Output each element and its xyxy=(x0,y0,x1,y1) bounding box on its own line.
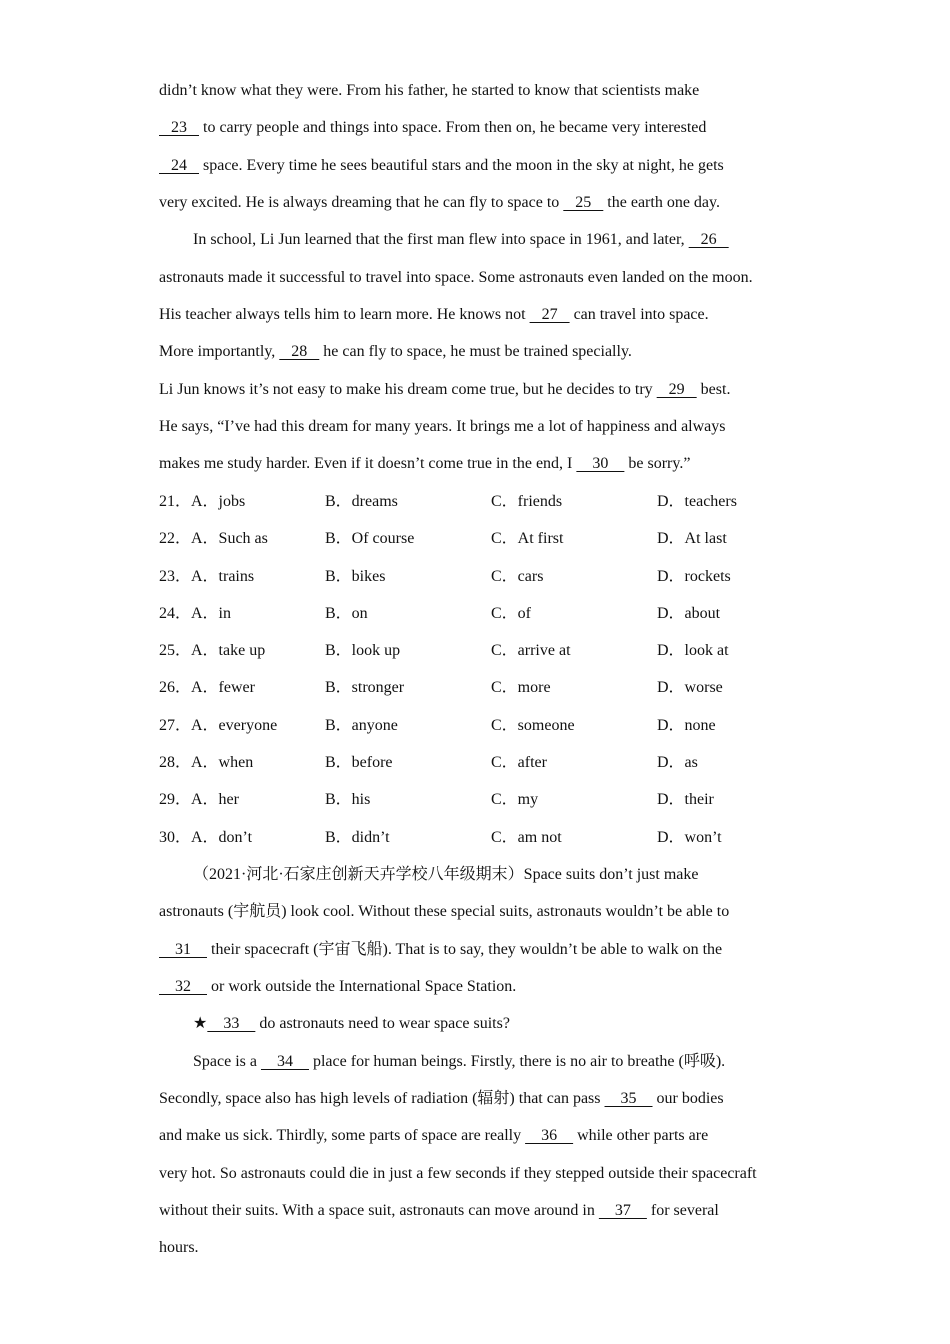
passage1-line9 xyxy=(159,380,730,400)
passage1-line8 xyxy=(159,342,632,362)
passage2-text: hours. xyxy=(159,1239,199,1256)
question-28-options xyxy=(159,753,779,773)
blank-33: 33 xyxy=(207,1015,256,1032)
option-b: B．dreams xyxy=(325,493,398,510)
option-c: C．friends xyxy=(491,493,563,510)
passage2-text: astronauts (宇航员) look cool. Without these special suits, astronauts wouldn’t be able to xyxy=(159,903,730,920)
option-d: D．rockets xyxy=(657,568,731,585)
question-number: 25． xyxy=(159,642,192,659)
question-21-options xyxy=(159,492,779,512)
blank-28: 28 xyxy=(279,343,320,360)
passage2-line2 xyxy=(159,902,729,922)
passage2-text: Space is a xyxy=(193,1053,261,1070)
blank-23: 23 xyxy=(159,119,199,136)
passage2-line7 xyxy=(159,1089,724,1109)
passage2-text: Secondly, space also has high levels of radiation (辐射) that can pass xyxy=(159,1090,605,1107)
passage1-text: didn’t know what they were. From his father, he started to know that scientists make xyxy=(159,82,700,99)
question-27-options xyxy=(159,716,779,736)
passage2-line10 xyxy=(159,1201,719,1221)
passage1-text: the earth one day. xyxy=(603,194,720,211)
option-c: C．cars xyxy=(491,568,544,585)
blank-30: 30 xyxy=(576,455,625,472)
blank-32: 32 xyxy=(159,978,207,995)
passage1-text: he can fly to space, he must be trained specially. xyxy=(319,343,632,360)
passage2-line1 xyxy=(193,865,698,885)
option-b: B．Of course xyxy=(325,530,415,547)
option-a: A．take up xyxy=(191,642,266,659)
source-label: （2021·河北·石家庄创新天卉学校八年级期末） xyxy=(193,866,524,883)
question-number: 27． xyxy=(159,717,192,734)
option-b: B．look up xyxy=(325,642,401,659)
star-icon: ★ xyxy=(193,1015,208,1032)
question-number: 24． xyxy=(159,605,192,622)
passage1-text: astronauts made it successful to travel into space. Some astronauts even landed on the moon. xyxy=(159,269,753,286)
option-d: D．At last xyxy=(657,530,727,547)
passage1-text: Li Jun knows it’s not easy to make his dream come true, but he decides to try xyxy=(159,381,657,398)
passage1-line1 xyxy=(159,81,699,101)
option-a: A．don’t xyxy=(191,829,253,846)
passage2-text: do astronauts need to wear space suits? xyxy=(255,1015,510,1032)
question-number: 28． xyxy=(159,754,192,771)
option-c: C．more xyxy=(491,679,551,696)
passage2-text: place for human beings. Firstly, there is no air to breathe (呼吸). xyxy=(308,1053,726,1070)
option-a: A．trains xyxy=(191,568,255,585)
option-d: D．teachers xyxy=(657,493,737,510)
passage2-line8 xyxy=(159,1126,708,1146)
passage1-line3 xyxy=(159,156,724,176)
passage2-text: or work outside the International Space Station. xyxy=(207,978,517,995)
passage2-line3 xyxy=(159,940,722,960)
passage2-line6 xyxy=(193,1052,725,1072)
option-d: D．their xyxy=(657,791,714,808)
option-c: C．my xyxy=(491,791,539,808)
passage2-line11 xyxy=(159,1238,199,1258)
passage2-text: our bodies xyxy=(652,1090,724,1107)
option-a: A．fewer xyxy=(191,679,255,696)
passage2-text: while other parts are xyxy=(573,1127,709,1144)
blank-25: 25 xyxy=(563,194,604,211)
question-25-options xyxy=(159,641,779,661)
question-number: 30． xyxy=(159,829,192,846)
option-c: C．At first xyxy=(491,530,564,547)
blank-35: 35 xyxy=(604,1090,653,1107)
passage1-line2 xyxy=(159,118,706,138)
question-number: 22． xyxy=(159,530,192,547)
passage2-line5 xyxy=(193,1014,510,1034)
question-number: 23． xyxy=(159,568,192,585)
blank-27: 27 xyxy=(529,306,570,323)
option-a: A．Such as xyxy=(191,530,268,547)
blank-34: 34 xyxy=(260,1053,309,1070)
blank-31: 31 xyxy=(159,941,207,958)
passage1-text: best. xyxy=(696,381,731,398)
passage2-line4 xyxy=(159,977,516,997)
question-number: 21． xyxy=(159,493,192,510)
question-26-options xyxy=(159,678,779,698)
question-30-options xyxy=(159,828,779,848)
option-a: A．in xyxy=(191,605,232,622)
blank-37: 37 xyxy=(598,1202,647,1219)
option-b: B．didn’t xyxy=(325,829,390,846)
option-a: A．when xyxy=(191,754,254,771)
passage1-text: More importantly, xyxy=(159,343,280,360)
option-b: B．stronger xyxy=(325,679,405,696)
option-c: C．am not xyxy=(491,829,562,846)
question-29-options xyxy=(159,790,779,810)
passage1-line4 xyxy=(159,193,720,213)
option-c: C．arrive at xyxy=(491,642,571,659)
question-number: 29． xyxy=(159,791,192,808)
option-d: D．won’t xyxy=(657,829,722,846)
passage2-text: without their suits. With a space suit, astronauts can move around in xyxy=(159,1202,599,1219)
option-b: B．his xyxy=(325,791,371,808)
option-a: A．her xyxy=(191,791,239,808)
passage2-text: Space suits don’t just make xyxy=(523,866,699,883)
passage1-line11 xyxy=(159,454,690,474)
passage1-line5 xyxy=(193,230,729,250)
passage2-text: for several xyxy=(646,1202,719,1219)
passage1-text: In school, Li Jun learned that the first man flew into space in 1961, and later, xyxy=(193,231,689,248)
blank-26: 26 xyxy=(688,231,729,248)
option-c: C．of xyxy=(491,605,532,622)
question-number: 26． xyxy=(159,679,192,696)
passage1-text: be sorry.” xyxy=(624,455,691,472)
option-d: D．about xyxy=(657,605,721,622)
passage2-line9 xyxy=(159,1164,757,1184)
option-c: C．someone xyxy=(491,717,575,734)
passage1-text: very excited. He is always dreaming that he can fly to space to xyxy=(159,194,564,211)
passage1-text: He says, “I’ve had this dream for many years. It brings me a lot of happiness and always xyxy=(159,418,726,435)
passage1-text: to carry people and things into space. From then on, he became very interested xyxy=(199,119,707,136)
blank-24: 24 xyxy=(159,157,199,174)
blank-29: 29 xyxy=(656,381,697,398)
option-b: B．anyone xyxy=(325,717,398,734)
option-a: A．jobs xyxy=(191,493,246,510)
option-d: D．as xyxy=(657,754,698,771)
option-b: B．before xyxy=(325,754,393,771)
passage1-line10 xyxy=(159,417,726,437)
question-22-options xyxy=(159,529,779,549)
passage1-text: can travel into space. xyxy=(569,306,709,323)
passage2-text: and make us sick. Thirdly, some parts of space are really xyxy=(159,1127,526,1144)
option-d: D．look at xyxy=(657,642,729,659)
question-23-options xyxy=(159,567,779,587)
question-24-options xyxy=(159,604,779,624)
passage1-text: makes me study harder. Even if it doesn’t come true in the end, I xyxy=(159,455,577,472)
option-b: B．on xyxy=(325,605,368,622)
option-b: B．bikes xyxy=(325,568,386,585)
passage1-text: space. Every time he sees beautiful stars and the moon in the sky at night, he gets xyxy=(199,157,724,174)
passage1-line6 xyxy=(159,268,753,288)
option-c: C．after xyxy=(491,754,547,771)
passage2-text: very hot. So astronauts could die in just a few seconds if they stepped outside their spacecraft xyxy=(159,1165,757,1182)
passage1-line7 xyxy=(159,305,709,325)
option-d: D．worse xyxy=(657,679,723,696)
option-d: D．none xyxy=(657,717,716,734)
blank-36: 36 xyxy=(525,1127,574,1144)
option-a: A．everyone xyxy=(191,717,278,734)
passage1-text: His teacher always tells him to learn more. He knows not xyxy=(159,306,530,323)
passage2-text: their spacecraft (宇宙飞船). That is to say, they wouldn’t be able to walk on the xyxy=(207,941,723,958)
